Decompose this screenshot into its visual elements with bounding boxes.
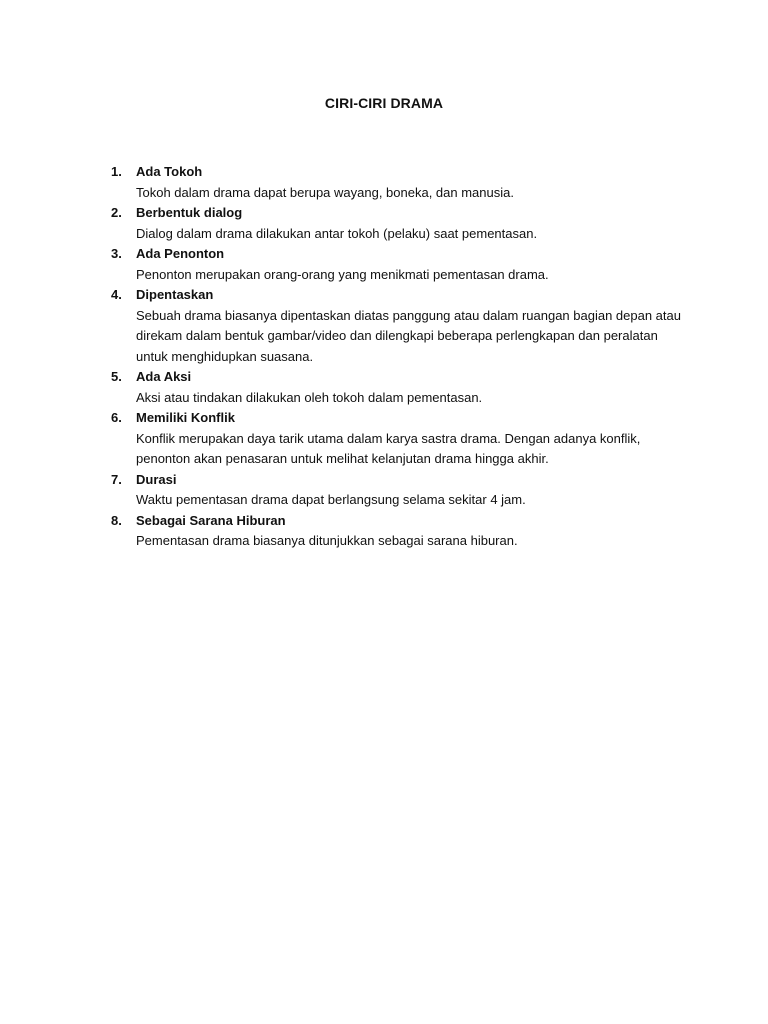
item-description: Penonton merupakan orang-orang yang menikmati pementasan drama.: [136, 266, 549, 282]
page-title: CIRI-CIRI DRAMA: [324, 95, 444, 111]
item-number: 6.: [111, 410, 122, 425]
item-heading: Ada Aksi: [136, 369, 192, 384]
list-item: [0, 367, 768, 408]
item-number: 3.: [111, 246, 122, 261]
item-description: Aksi atau tindakan dilakukan oleh tokoh dalam pementasan.: [136, 389, 483, 405]
item-number: 2.: [111, 205, 122, 220]
characteristics-list: [0, 162, 768, 552]
item-number: 8.: [111, 512, 122, 528]
item-number: 7.: [111, 471, 122, 487]
item-heading: Sebagai Sarana Hiburan: [136, 512, 286, 528]
list-item: [0, 408, 768, 470]
item-number: 1.: [111, 164, 122, 179]
item-heading: Ada Tokoh: [136, 164, 203, 179]
item-number: 5.: [111, 369, 122, 384]
list-item: [0, 511, 768, 552]
item-heading: Durasi: [136, 471, 177, 487]
list-item: [0, 244, 768, 285]
list-item: [0, 162, 768, 203]
item-description: Pementasan drama biasanya ditunjukkan sebagai sarana hiburan.: [136, 533, 518, 548]
item-description: Tokoh dalam drama dapat berupa wayang, boneka, dan manusia.: [136, 184, 514, 200]
item-heading: Dipentaskan: [136, 287, 214, 302]
item-description: Sebuah drama biasanya dipentaskan diatas panggung atau dalam ruangan bagian depan atau direkam dalam bentuk gambar/video dan dilengkapi beberapa perlengkapan dan peralatan untuk menghidupkan suasana.: [136, 307, 681, 364]
item-heading: Memiliki Konflik: [136, 410, 235, 425]
item-description: Konflik merupakan daya tarik utama dalam karya sastra drama. Dengan adanya konflik, penonton akan penasaran untuk melihat kelanjutan drama hingga akhir.: [136, 430, 641, 466]
item-description: Waktu pementasan drama dapat berlangsung selama sekitar 4 jam.: [136, 492, 526, 507]
list-item: [0, 470, 768, 511]
list-item: [0, 203, 768, 244]
item-heading: Berbentuk dialog: [136, 205, 243, 220]
item-description: Dialog dalam drama dilakukan antar tokoh (pelaku) saat pementasan.: [136, 225, 538, 241]
item-number: 4.: [111, 287, 122, 302]
list-item: [0, 285, 768, 367]
item-heading: Ada Penonton: [136, 246, 225, 261]
